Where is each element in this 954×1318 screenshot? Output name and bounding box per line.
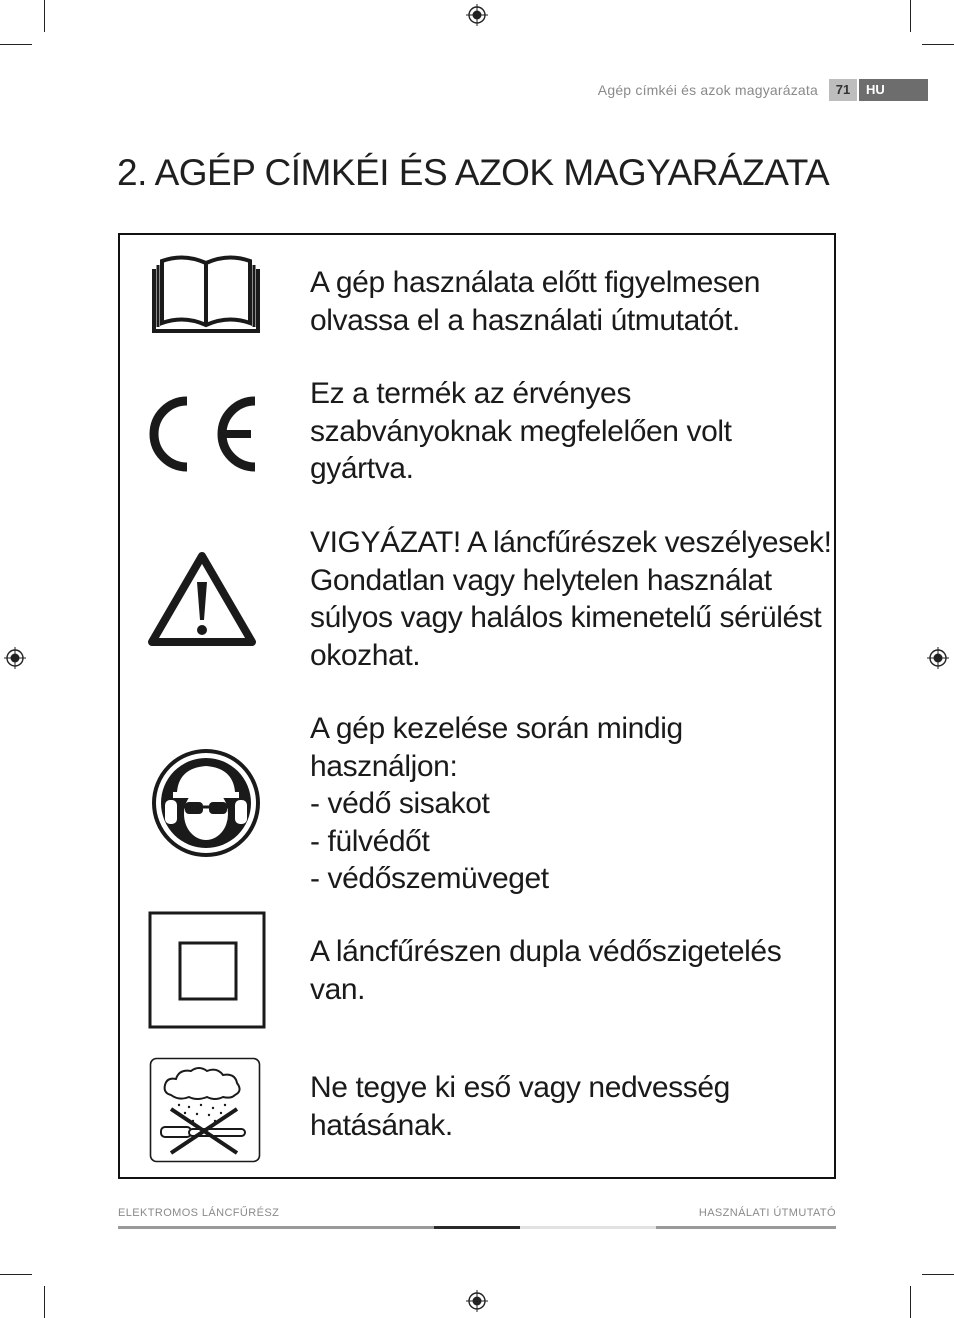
footer-rule <box>118 1226 434 1229</box>
crop-mark <box>44 1286 45 1318</box>
symbol-description: Ez a termék az érvényes szabványoknak megfelelően volt gyártva. <box>310 377 732 485</box>
symbol-description: A láncfűrészen dupla védőszigetelés van. <box>310 935 782 1006</box>
ce-mark-icon <box>147 393 259 475</box>
page-number: 71 <box>829 79 857 101</box>
registration-mark-icon <box>466 4 488 26</box>
footer-rule <box>434 1226 520 1229</box>
registration-mark-icon <box>927 647 949 669</box>
symbol-description: A gép használata előtt figyelmesen olvassa el a használati útmutatót. <box>310 266 761 337</box>
crop-mark <box>44 0 45 32</box>
book-icon <box>150 255 262 335</box>
double-insulation-icon <box>148 911 266 1029</box>
crop-mark <box>0 1274 32 1275</box>
running-header: Agép címkéi és azok magyarázata <box>597 82 818 98</box>
warning-triangle-icon <box>146 550 258 650</box>
crop-mark <box>910 1286 911 1318</box>
registration-mark-icon <box>466 1290 488 1312</box>
crop-mark <box>922 44 954 45</box>
crop-mark <box>910 0 911 32</box>
language-badge: HU <box>859 79 928 101</box>
footer-rule <box>520 1226 656 1229</box>
footer-rule <box>656 1226 836 1229</box>
symbol-description: A gép kezelése során mindig használjon: - védő sisakot - fülvédőt - védőszemüveget <box>310 712 683 895</box>
crop-mark <box>922 1274 954 1275</box>
crop-mark <box>0 44 32 45</box>
symbol-description: Ne tegye ki eső vagy nedvesség hatásának. <box>310 1071 730 1142</box>
protective-equipment-icon <box>151 748 261 858</box>
no-rain-icon <box>149 1057 261 1163</box>
registration-mark-icon <box>4 647 26 669</box>
footer-product-name: ELEKTROMOS LÁNCFŰRÉSZ <box>118 1207 280 1219</box>
symbol-description: VIGYÁZAT! A láncfűrészek veszélyesek! Gondatlan vagy helytelen használat súlyos vagy halálos kimenetelű sérülést okozhat. <box>310 526 832 672</box>
footer-document-type: HASZNÁLATI ÚTMUTATÓ <box>698 1207 836 1219</box>
page-title: 2. AGÉP CÍMKÉI ÉS AZOK MAGYARÁZATA <box>117 152 830 193</box>
